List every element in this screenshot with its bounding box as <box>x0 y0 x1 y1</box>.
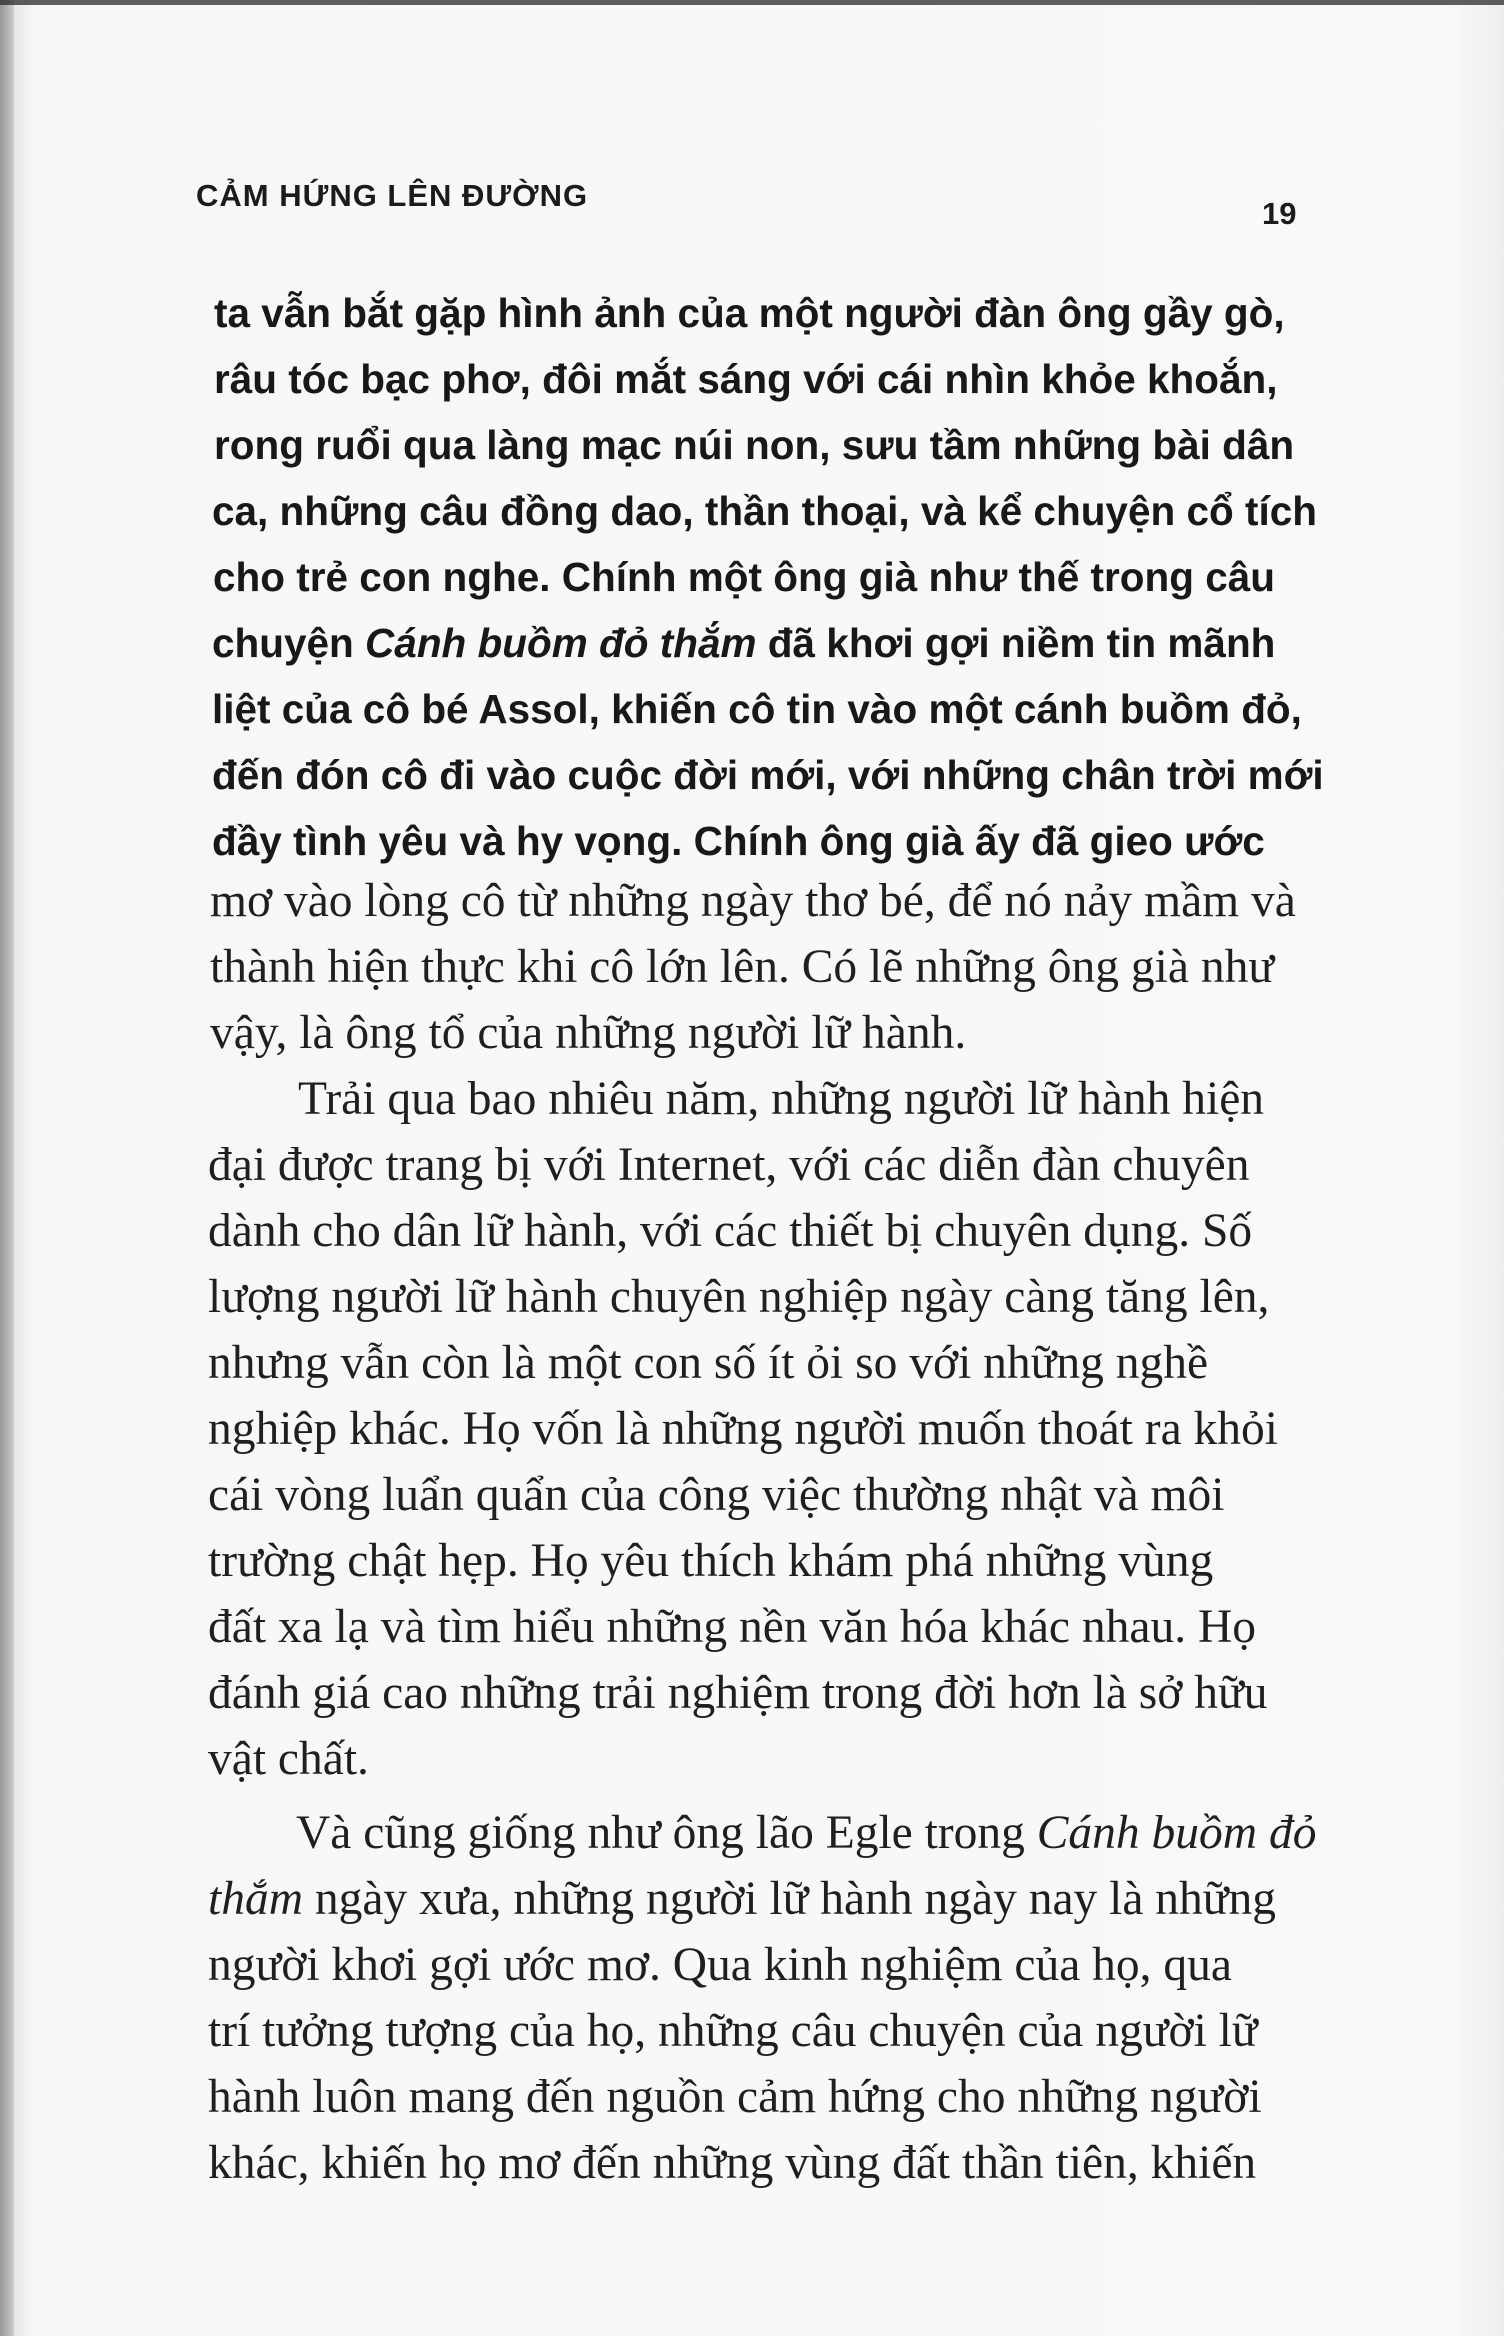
text-line: rong ruổi qua làng mạc núi non, sưu tầm những bài dân <box>214 422 1295 468</box>
text-line <box>296 1806 1317 1860</box>
text-run: Và cũng giống như ông lão Egle trong <box>296 1807 1037 1859</box>
text-run: ngày xưa, những người lữ hành ngày nay là những <box>303 1873 1277 1925</box>
text-line: vật chất. <box>208 1733 369 1785</box>
text-line: dành cho dân lữ hành, với các thiết bị chuyên dụng. Số <box>208 1205 1253 1257</box>
text-line: đại được trang bị với Internet, với các diễn đàn chuyên <box>208 1139 1250 1191</box>
text-line: đến đón cô đi vào cuộc đời mới, với những chân trời mới <box>212 752 1324 798</box>
page-number: 19 <box>1262 196 1297 231</box>
text-line: hành luôn mang đến nguồn cảm hứng cho những người <box>208 2071 1262 2123</box>
text-line: Trải qua bao nhiêu năm, những người lữ hành hiện <box>298 1073 1265 1125</box>
text-line: trường chật hẹp. Họ yêu thích khám phá những vùng <box>208 1535 1214 1587</box>
text-line: cho trẻ con nghe. Chính một ông già như thế trong câu <box>213 554 1276 600</box>
text-line: nghiệp khác. Họ vốn là những người muốn thoát ra khỏi <box>208 1403 1278 1455</box>
text-line: cái vòng luẩn quẩn của công việc thường nhật và môi <box>208 1469 1225 1521</box>
text-run: chuyện <box>212 620 366 666</box>
text-line: đánh giá cao những trải nghiệm trong đời hơn là sở hữu <box>208 1667 1268 1719</box>
text-line <box>208 1872 1276 1926</box>
text-line: đầy tình yêu và hy vọng. Chính ông già ấy đã gieo ước <box>212 818 1265 864</box>
text-line: mơ vào lòng cô từ những ngày thơ bé, để nó nảy mầm và <box>210 875 1296 927</box>
text-line: lượng người lữ hành chuyên nghiệp ngày càng tăng lên, <box>208 1271 1270 1323</box>
text-line: ca, những câu đồng dao, thần thoại, và kể chuyện cổ tích <box>212 488 1317 534</box>
text-line: người khơi gợi ước mơ. Qua kinh nghiệm của họ, qua <box>208 1939 1233 1991</box>
book-title-italic: Cánh buồm đỏ thắm <box>365 620 757 666</box>
book-title-italic: Cánh buồm đỏ <box>1036 1807 1317 1859</box>
running-title: CẢM HỨNG LÊN ĐƯỜNG <box>196 178 589 213</box>
spine-shadow <box>0 0 14 2336</box>
text-line: ta vẫn bắt gặp hình ảnh của một người đàn ông gầy gò, <box>214 290 1285 336</box>
top-edge <box>0 0 1504 5</box>
text-line: trí tưởng tượng của họ, những câu chuyện của người lữ <box>208 2005 1258 2057</box>
text-run: đã khơi gợi niềm tin mãnh <box>756 620 1276 666</box>
text-line: khác, khiến họ mơ đến những vùng đất thần tiên, khiến <box>208 2137 1257 2189</box>
book-title-italic: thắm <box>208 1873 303 1925</box>
text-line <box>212 620 1275 667</box>
text-line: đất xa lạ và tìm hiểu những nền văn hóa khác nhau. Họ <box>208 1601 1257 1653</box>
text-line: thành hiện thực khi cô lớn lên. Có lẽ những ông già như <box>210 941 1275 993</box>
text-line: râu tóc bạc phơ, đôi mắt sáng với cái nhìn khỏe khoắn, <box>214 356 1278 402</box>
text-line: nhưng vẫn còn là một con số ít ỏi so với những nghề <box>208 1337 1209 1389</box>
text-line: liệt của cô bé Assol, khiến cô tin vào một cánh buồm đỏ, <box>212 686 1302 732</box>
text-line: vậy, là ông tổ của những người lữ hành. <box>210 1007 967 1059</box>
